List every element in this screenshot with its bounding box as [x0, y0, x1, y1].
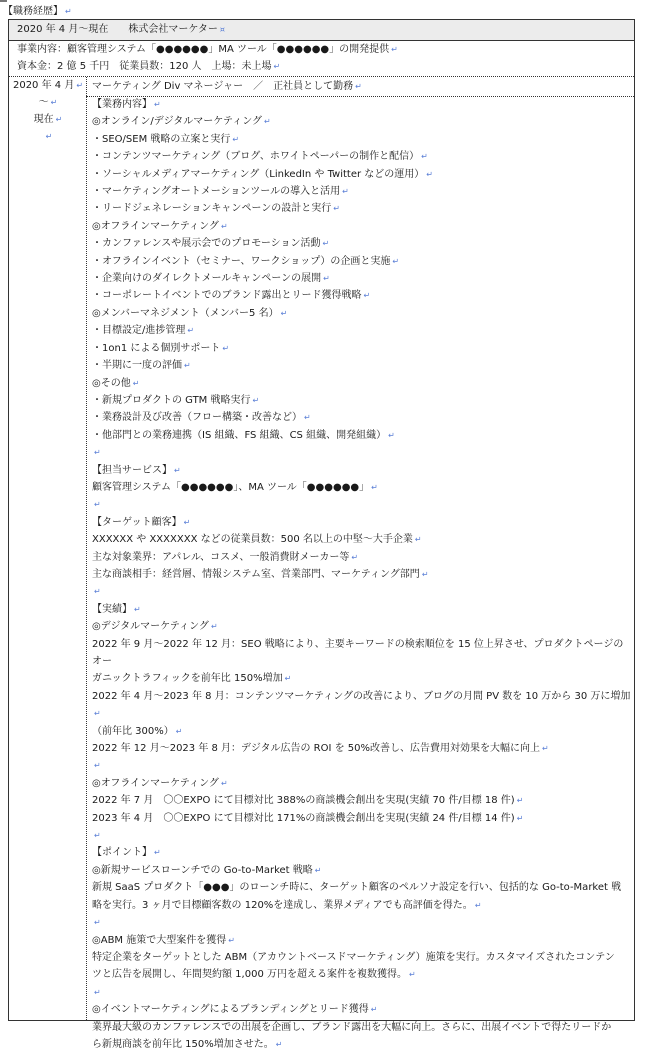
detail-line	[92, 113, 632, 130]
detail-line-text: ◎メンバーマネジメント（メンバー5 名）	[92, 307, 279, 319]
detail-line-text: ・マーケティングオートメーションツールの導入と活用	[92, 186, 341, 198]
return-mark-icon: ↵	[409, 970, 416, 980]
detail-line	[92, 757, 632, 774]
return-mark-icon: ↵	[65, 7, 72, 16]
detail-line	[92, 270, 632, 287]
detail-line	[92, 636, 632, 671]
job-details	[92, 96, 632, 1053]
return-mark-icon: ↵	[275, 1039, 283, 1049]
return-mark-icon: ↵	[264, 117, 271, 127]
detail-line	[92, 496, 632, 513]
detail-line	[92, 166, 632, 183]
return-mark-icon: ↵	[94, 987, 101, 997]
detail-line-text: ・オフラインイベント（セミナー、ワークショップ）の企画と実施	[92, 255, 391, 267]
detail-line	[92, 618, 632, 635]
detail-line	[92, 966, 632, 983]
return-mark-icon: ↵	[516, 813, 524, 823]
detail-line-text: 【業務内容】	[92, 99, 152, 110]
detail-line-text: ・コーポレートイベントでのブランド露出とリード獲得戦略	[92, 290, 362, 302]
period-column	[11, 77, 85, 145]
return-mark-icon: ↵	[333, 204, 340, 214]
return-mark-icon: ↵	[174, 465, 181, 475]
company-stats: 資本金：2 億 5 千円 従業員数：120 人 上場：未上場	[17, 61, 272, 72]
detail-line-text: ・リードジェネレーションキャンペーンの設計と実行	[92, 203, 332, 215]
detail-line-text: ・他部門との業務連携（IS 組織、FS 組織、CS 組織、開発組織）	[92, 429, 387, 441]
detail-line-text: 略を実行。3 ヶ月で目標顧客数の 120%を達成し、業界メディアでも高評価を得た。	[92, 899, 473, 911]
detail-line	[92, 357, 632, 374]
detail-line	[92, 844, 632, 861]
detail-line	[92, 827, 632, 844]
page-edge-marker	[0, 0, 7, 2]
detail-line	[92, 322, 632, 339]
detail-line	[92, 148, 632, 165]
detail-line	[92, 549, 632, 566]
return-mark-icon: ↵	[392, 256, 400, 266]
return-mark-icon: ↵	[76, 81, 84, 90]
detail-line-text: ・業務設計及び改善（フロー構築・改善など）	[92, 412, 302, 424]
detail-line	[92, 392, 632, 409]
detail-line	[92, 810, 632, 827]
return-mark-icon: ↵	[154, 848, 161, 858]
career-table	[8, 19, 635, 1050]
detail-line-text: ・1on1 による個別サポート	[92, 342, 221, 354]
detail-line-text: XXXXXX や XXXXXXX などの従業員数：500 名以上の中堅～大手企業	[92, 534, 413, 546]
return-mark-icon: ↵	[154, 100, 161, 109]
return-mark-icon: ↵	[134, 604, 141, 614]
column-divider	[86, 77, 87, 1020]
detail-line-text: 【実績】	[92, 603, 132, 615]
detail-line	[92, 775, 632, 792]
section-title	[3, 5, 72, 19]
return-mark-icon: ↵	[94, 918, 101, 928]
detail-line-text: 2022 年 12 月～2023 年 8 月：デジタル広告の ROI を 50%改善し、広告費用対効果を大幅に向上	[92, 743, 540, 755]
return-mark-icon: ↵	[304, 413, 311, 423]
detail-line-text: 【ターゲット顧客】	[92, 516, 182, 528]
return-mark-icon: ↵	[284, 674, 292, 684]
detail-line-text: ◎オフラインマーケティング	[92, 777, 219, 789]
detail-line	[92, 375, 632, 392]
return-mark-icon: ↵	[175, 726, 183, 736]
return-mark-icon: ↵	[94, 587, 101, 597]
header-company: 株式会社マーケター	[128, 24, 218, 35]
return-mark-icon: ↵	[363, 291, 371, 301]
return-mark-icon: ↵	[220, 778, 228, 788]
detail-line	[92, 235, 632, 252]
detail-line	[92, 583, 632, 600]
detail-line-text: 主な対象業界：アパレル、コスメ、一般消費財メーカー等	[92, 551, 350, 563]
return-mark-icon: ↵	[314, 865, 322, 875]
detail-line	[92, 340, 632, 357]
detail-line-text: ・カンファレンスや展示会でのプロモーション活動	[92, 238, 321, 250]
detail-line-text: ・半期に一度の評価	[92, 360, 182, 372]
position-line	[92, 78, 362, 95]
return-mark-icon: ↵	[370, 1005, 378, 1015]
detail-line	[92, 444, 632, 461]
detail-line	[92, 723, 632, 740]
return-mark-icon: ↵	[323, 274, 330, 284]
business-description: 事業内容：顧客管理システム「●●●●●●」MA ツール「●●●●●●」の開発提供	[17, 44, 390, 55]
detail-line-text: 【担当サービス】	[92, 464, 172, 476]
return-mark-icon: ↵	[355, 82, 362, 91]
return-mark-icon: ↵	[210, 622, 218, 632]
detail-line	[92, 479, 632, 496]
detail-line	[92, 427, 632, 444]
period-end: 現在	[33, 114, 54, 125]
detail-line	[92, 740, 632, 757]
detail-line	[92, 984, 632, 1001]
detail-line	[92, 183, 632, 200]
return-mark-icon: ↵	[183, 517, 191, 527]
detail-line-text: 特定企業をターゲットとした ABM（アカウントベースドマーケティング）施策を実行。カスタマイズされたコンテン	[92, 951, 615, 963]
return-mark-icon: ↵	[351, 552, 359, 562]
detail-line-text: 【ポイント】	[92, 847, 152, 859]
return-mark-icon: ↵	[184, 361, 191, 371]
detail-line-text: ・新規プロダクトの GTM 戦略実行	[92, 394, 251, 406]
detail-line	[92, 531, 632, 548]
detail-line	[92, 932, 632, 949]
detail-line-text: ◎ABM 施策で大型案件を獲得	[92, 934, 227, 946]
detail-line	[92, 862, 632, 879]
position-title: マーケティング Div マネージャー ／ 正社員として勤務	[92, 81, 354, 92]
detail-line	[92, 218, 632, 235]
company-info	[9, 41, 634, 77]
detail-line-text: （前年比 300%）	[92, 725, 174, 737]
detail-line	[92, 200, 632, 217]
return-mark-icon: ↵	[132, 378, 140, 388]
career-header-row	[9, 20, 634, 41]
return-mark-icon: ↵	[421, 569, 429, 579]
detail-line	[92, 1036, 632, 1053]
return-mark-icon: ↵	[414, 535, 422, 545]
return-mark-icon: ↵	[232, 134, 240, 144]
detail-line-text: 2023 年 4 月 〇〇EXPO にて目標対比 171%の商談機会創出を実現(実績 24 件/目標 14 件)	[92, 812, 515, 824]
detail-line-text: 新規 SaaS プロダクト「●●●」のローンチ時に、ターゲット顧客のペルソナ設定を行い、包括的な Go-to-Market 戦	[92, 882, 622, 894]
detail-line-text: ツと広告を展開し、年間契約額 1,000 万円を超える案件を複数獲得。	[92, 969, 407, 981]
return-mark-icon: ↵	[252, 395, 260, 405]
detail-line-text: 2022 年 9 月～2022 年 12 月：SEO 戦略により、主要キーワードの検索順位を 15 位上昇させ、プロダクトページのオー	[92, 638, 624, 667]
return-mark-icon: ↵	[342, 187, 349, 197]
detail-line-text: ◎デジタルマーケティング	[92, 621, 209, 633]
detail-line	[92, 409, 632, 426]
return-mark-icon: ↵	[474, 900, 482, 910]
detail-line-text: ◎オンライン/デジタルマーケティング	[92, 116, 262, 128]
return-mark-icon: ↵	[55, 115, 63, 124]
detail-line	[92, 1019, 632, 1036]
detail-line	[92, 897, 632, 914]
detail-line-text: ◎新規サービスローンチでの Go-to-Market 戦略	[92, 864, 313, 876]
detail-line	[92, 792, 632, 809]
detail-line-text: 2022 年 4 月～2023 年 8 月：コンテンツマーケティングの改善により、ブログの月間 PV 数を 10 万から 30 万に増加	[92, 690, 631, 702]
return-mark-icon: ↵	[322, 239, 330, 249]
return-mark-icon: ↵	[187, 326, 195, 336]
detail-line	[92, 462, 632, 479]
cell-end-icon: ¤	[219, 25, 225, 34]
return-mark-icon: ↵	[94, 831, 101, 841]
detail-line	[92, 914, 632, 931]
return-mark-icon: ↵	[371, 482, 378, 492]
detail-line-text: ガニックトラフィックを前年比 150%増加	[92, 673, 283, 685]
detail-line	[92, 670, 632, 687]
return-mark-icon: ↵	[220, 221, 228, 231]
detail-line-text: ・SEO/SEM 戦略の立案と実行	[92, 133, 231, 145]
return-mark-icon: ↵	[94, 500, 101, 510]
detail-line-text: ・企業向けのダイレクトメールキャンペーンの展開	[92, 273, 322, 285]
detail-line-text: 顧客管理システム「●●●●●●」、MA ツール「●●●●●●」	[92, 481, 370, 493]
detail-line-text: 業界最大級のカンファレンスでの出展を企画し、ブランド露出を大幅に向上。さらに、出展イベントで得たリードか	[92, 1021, 612, 1033]
detail-line	[92, 688, 632, 723]
detail-line-text: ・ソーシャルメディアマーケティング（LinkedIn や Twitter などの運用）	[92, 168, 425, 180]
detail-line	[92, 514, 632, 531]
section-title-text: 【職務経歴】	[3, 6, 63, 17]
detail-line	[92, 949, 632, 966]
return-mark-icon: ↵	[426, 169, 433, 179]
detail-line	[92, 96, 632, 113]
detail-line-text: ・目標設定/進捗管理	[92, 325, 186, 337]
return-mark-icon: ↵	[273, 62, 281, 71]
detail-line	[92, 601, 632, 618]
detail-line	[92, 287, 632, 304]
detail-line-text: ◎その他	[92, 377, 131, 389]
return-mark-icon: ↵	[50, 98, 58, 107]
detail-line	[92, 1001, 632, 1018]
return-mark-icon: ↵	[228, 935, 235, 945]
detail-line	[92, 305, 632, 322]
return-mark-icon: ↵	[542, 744, 549, 754]
detail-line	[92, 131, 632, 148]
detail-line	[92, 879, 632, 896]
header-period: 2020 年 4 月～現在	[17, 24, 109, 35]
return-mark-icon: ↵	[421, 152, 428, 162]
detail-line-text: ◎オフラインマーケティング	[92, 220, 219, 232]
return-mark-icon: ↵	[45, 132, 53, 141]
period-start: 2020 年 4 月	[12, 80, 75, 91]
return-mark-icon: ↵	[391, 45, 398, 54]
return-mark-icon: ↵	[94, 761, 101, 771]
return-mark-icon: ↵	[94, 448, 101, 458]
return-mark-icon: ↵	[280, 308, 288, 318]
detail-line-text: 主な商談相手：経営層、情報システム室、営業部門、マーケティング部門	[92, 568, 420, 580]
detail-line-text: ら新規商談を前年比 150%増加させた。	[92, 1038, 274, 1050]
detail-line-text: ・コンテンツマーケティング（ブログ、ホワイトペーパーの制作と配信）	[92, 151, 420, 163]
detail-line	[92, 566, 632, 583]
detail-line-text: ◎イベントマーケティングによるブランディングとリード獲得	[92, 1004, 369, 1016]
return-mark-icon: ↵	[222, 343, 230, 353]
return-mark-icon: ↵	[388, 430, 395, 440]
detail-line-text: 2022 年 7 月 〇〇EXPO にて目標対比 388%の商談機会創出を実現(実績 70 件/目標 18 件)	[92, 795, 515, 807]
return-mark-icon: ↵	[94, 709, 101, 719]
period-tilde: ～	[38, 97, 49, 108]
return-mark-icon: ↵	[516, 796, 524, 806]
detail-line	[92, 253, 632, 270]
